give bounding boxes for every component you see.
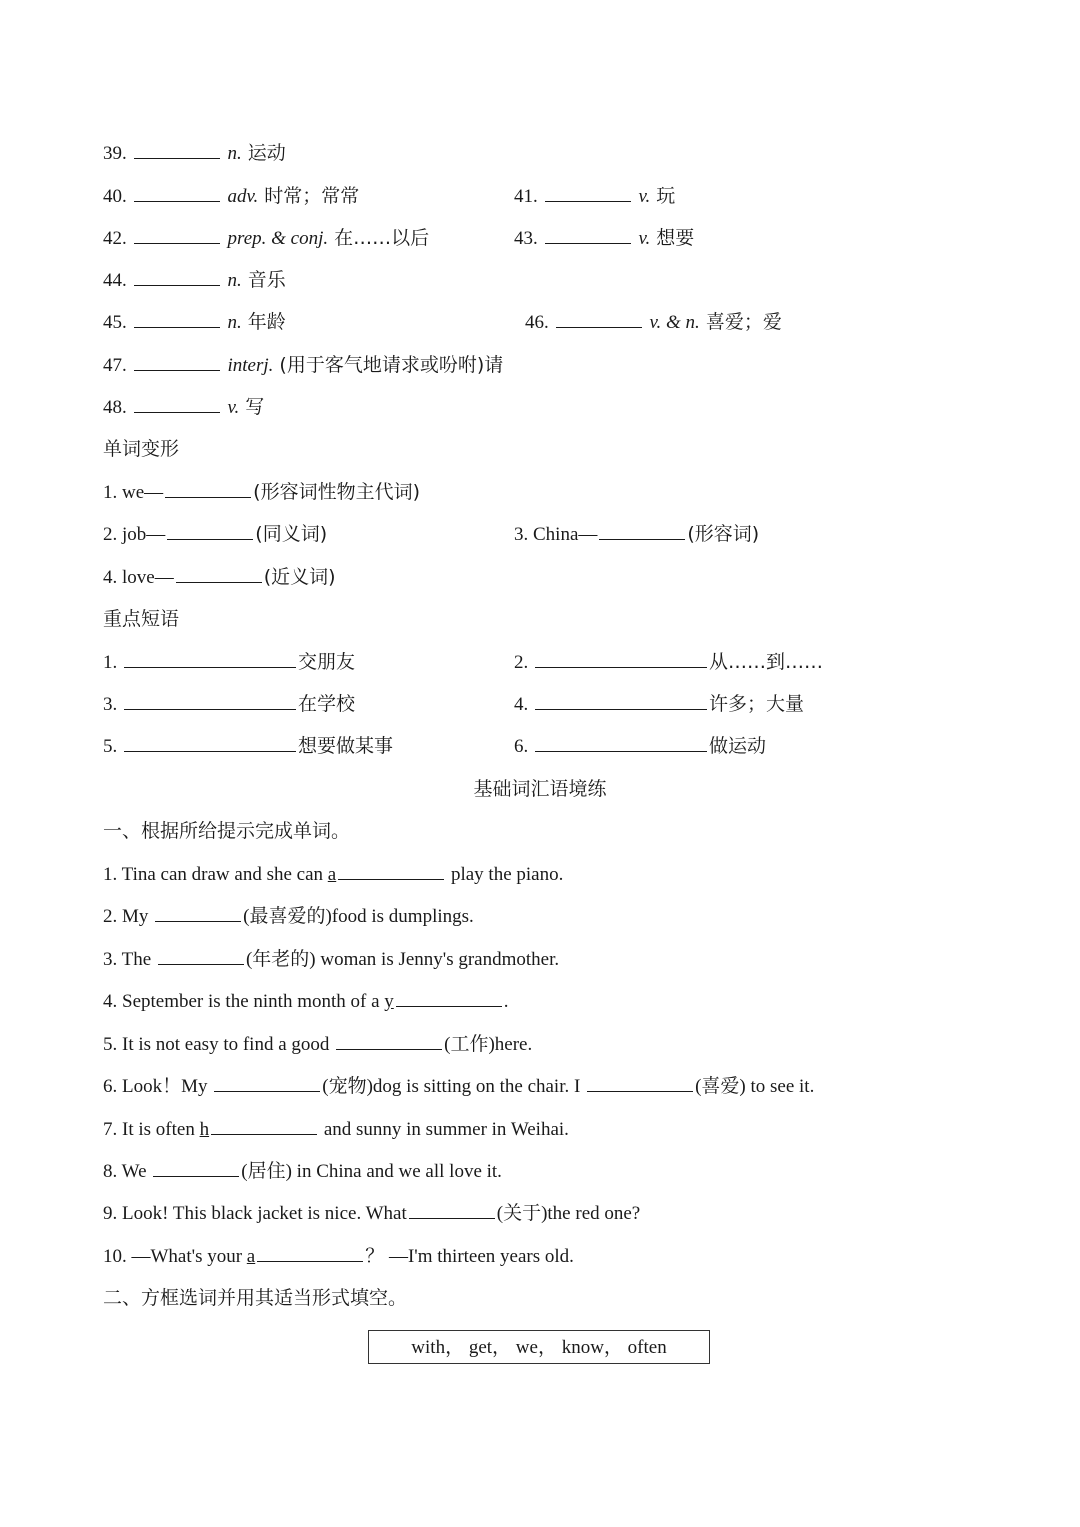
phrase-item-4: 4. 许多；大量 [514, 689, 804, 719]
transform-item-3: 3. China— (形容词) [514, 519, 759, 549]
answer-blank[interactable] [587, 1071, 693, 1092]
vocab-item-48: 48. v. 写 [103, 392, 264, 422]
answer-blank[interactable] [545, 223, 631, 244]
vocab-item-43: 43. v. 想要 [514, 223, 694, 253]
vocab-item-41: 41. v. 玩 [514, 181, 675, 211]
answer-blank[interactable] [134, 265, 220, 286]
answer-blank[interactable] [338, 859, 444, 880]
answer-blank[interactable] [211, 1114, 317, 1135]
answer-blank[interactable] [155, 901, 241, 922]
transform-item-2: 2. job— (同义词) [103, 519, 327, 549]
answer-blank[interactable] [134, 138, 220, 159]
question-6: 6. Look！My (宠物)dog is sitting on the chair. I (喜爱) to see it. [103, 1071, 814, 1101]
section-title: 基础词汇语境练 [473, 778, 607, 800]
question-8: 8. We (居住) in China and we all love it. [103, 1156, 502, 1186]
question-7: 7. It is often h and sunny in summer in Weihai. [103, 1114, 569, 1144]
answer-blank[interactable] [545, 181, 631, 202]
question-4: 4. September is the ninth month of a y . [103, 986, 509, 1016]
vocab-item-40: 40. adv. 时常；常常 [103, 181, 359, 211]
answer-blank[interactable] [134, 350, 220, 371]
answer-blank[interactable] [134, 392, 220, 413]
answer-blank[interactable] [158, 944, 244, 965]
phrase-item-1: 1. 交朋友 [103, 647, 355, 677]
answer-blank[interactable] [165, 477, 251, 498]
question-5: 5. It is not easy to find a good (工作)here. [103, 1029, 532, 1059]
vocab-item-46: 46. v. & n. 喜爱；爱 [525, 307, 782, 337]
phrase-item-3: 3. 在学校 [103, 689, 355, 719]
answer-blank[interactable] [214, 1071, 320, 1092]
phrases-heading: 重点短语 [103, 608, 180, 630]
question-9: 9. Look! This black jacket is nice. What (关于)the red one? [103, 1198, 640, 1228]
answer-blank[interactable] [535, 731, 707, 752]
phrase-item-6: 6. 做运动 [514, 731, 766, 761]
question-2: 2. My (最喜爱的)food is dumplings. [103, 901, 474, 931]
part1-heading: 一、根据所给提示完成单词。 [103, 820, 351, 842]
answer-blank[interactable] [167, 519, 253, 540]
answer-blank[interactable] [153, 1156, 239, 1177]
word-bank-box: with， get， we， know， often [368, 1330, 710, 1364]
question-3: 3. The (年老的) woman is Jenny's grandmother. [103, 944, 559, 974]
transform-heading: 单词变形 [103, 438, 180, 460]
answer-blank[interactable] [599, 519, 685, 540]
part2-heading: 二、方框选词并用其适当形式填空。 [103, 1287, 408, 1309]
transform-item-4: 4. love— (近义词) [103, 562, 336, 592]
answer-blank[interactable] [535, 647, 707, 668]
answer-blank[interactable] [396, 986, 502, 1007]
phrase-item-2: 2. 从……到…… [514, 647, 823, 677]
answer-blank[interactable] [409, 1198, 495, 1219]
answer-blank[interactable] [176, 562, 262, 583]
question-1: 1. Tina can draw and she can a play the piano. [103, 859, 563, 889]
answer-blank[interactable] [134, 307, 220, 328]
answer-blank[interactable] [257, 1241, 363, 1262]
answer-blank[interactable] [124, 689, 296, 710]
question-10: 10. —What's your a ？ —I'm thirteen years old. [103, 1241, 574, 1271]
transform-item-1: 1. we— (形容词性物主代词) [103, 477, 420, 507]
vocab-item-47: 47. interj. (用于客气地请求或吩咐)请 [103, 350, 503, 380]
answer-blank[interactable] [556, 307, 642, 328]
answer-blank[interactable] [124, 731, 296, 752]
answer-blank[interactable] [134, 223, 220, 244]
answer-blank[interactable] [124, 647, 296, 668]
vocab-item-44: 44. n. 音乐 [103, 265, 286, 295]
answer-blank[interactable] [134, 181, 220, 202]
vocab-item-39: 39. n. 运动 [103, 138, 286, 168]
vocab-item-42: 42. prep. & conj. 在……以后 [103, 223, 429, 253]
answer-blank[interactable] [535, 689, 707, 710]
answer-blank[interactable] [336, 1029, 442, 1050]
vocab-item-45: 45. n. 年龄 [103, 307, 286, 337]
phrase-item-5: 5. 想要做某事 [103, 731, 393, 761]
